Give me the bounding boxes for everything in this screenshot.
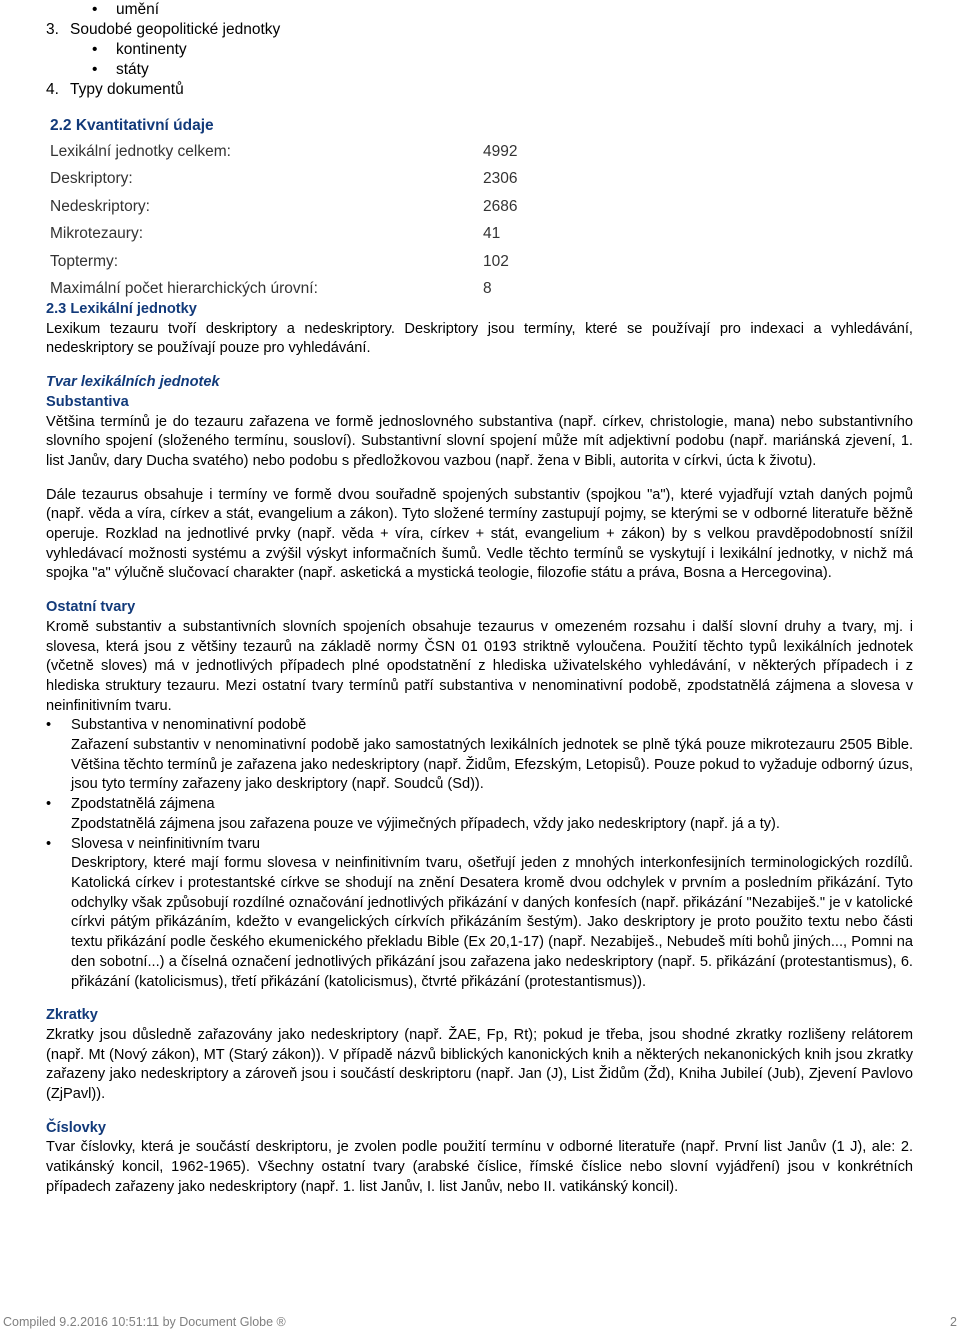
- other-forms-paragraph: Kromě substantiv a substantivních slovních spojeních obsahuje tezaurus v omezeném rozsahu i další slovní druhy a tvary, mj. i slovesa, která jsou z většiny tezaurů na základě normy ČSN 01 0193 striktně vyloučena. Použití těchto typů lexikálních jednotek (včetně sloves) má v jednotlivých případech plné opodstatnění z hlediska uživatelského vyhledávání, v některých případech i z hlediska struktury tezauru. Mezi ostatní tvary termínů patří substantiva v nenominativní podobě, zpodstatnělá zájmena a slovesa v neinfinitivním tvaru.: [46, 618, 913, 714]
- bullet-marker: •: [46, 835, 52, 852]
- outline-item: 4. Typy dokumentů: [46, 81, 184, 98]
- stats-row: [50, 220, 570, 247]
- abbreviations-paragraph: Zkratky jsou důsledně zařazovány jako nedeskriptory (např. ŽAE, Fp, Rt); pokud je třeba, jsou shodné zkratky rozlišeny relátorem (např. Mt (Nový zákon), MT (Starý zákon)). V případě názvů biblických kanonických knih a některých nekanonických knih jsou zkratky zařazeny jako nedeskriptory a zároveň jsou i součástí deskriptoru (např. Jan (J), List Židům (Žd), Kniha Jubileí (Jub), Zjevení Pavlovo (ZjPavl)).: [46, 1026, 913, 1103]
- list-item-head: Slovesa v neinfinitivním tvaru: [71, 835, 260, 852]
- section-heading-lexical: 2.3 Lexikální jednotky: [46, 301, 197, 317]
- list-item-text: Zařazení substantiv v nenominativní podobě jako samostatných lexikálních jednotek se plně týká pouze mikrotezauru 2505 Bible. Většina těchto termínů je zařazena jako nedeskriptory (např. Židům, Efezským, Letopisů). Pouze pokud to vyžaduje odborný úzus, jsou tyto termíny zařazeny jako deskriptory (např. Soudců (Sd)).: [71, 737, 913, 793]
- stats-value: 4992: [483, 143, 518, 160]
- stats-value: 41: [483, 225, 501, 243]
- outline-item: • umění: [92, 1, 160, 18]
- number-marker: 4.: [46, 81, 59, 98]
- stats-row: [50, 138, 570, 165]
- stats-label: Mikrotezaury:: [50, 225, 144, 243]
- stats-label: Lexikální jednotky celkem:: [50, 143, 231, 160]
- subsection-heading-numerals: Číslovky: [46, 1119, 107, 1136]
- other-forms-list: [46, 716, 913, 992]
- outline-list: [46, 0, 546, 100]
- subsection-heading-other-forms: Ostatní tvary: [46, 599, 136, 616]
- subsection-heading-substantiva: Substantiva: [46, 393, 129, 410]
- intro-paragraph: Lexikum tezauru tvoří deskriptory a nedeskriptory. Deskriptory jsou termíny, které se používají pro indexaci a vyhledávání, nedeskriptory se používají pouze pro vyhledávání.: [46, 320, 913, 357]
- list-item-text: Zpodstatnělá zájmena jsou zařazena pouze ve výjimečných případech, vždy jako nedeskriptory (např. já a ty).: [71, 815, 780, 832]
- stats-value: 8: [483, 279, 492, 297]
- stats-row: [50, 165, 570, 192]
- bullet-marker: •: [92, 41, 98, 58]
- outline-item: • kontinenty: [92, 41, 187, 58]
- list-item: [46, 716, 913, 795]
- stats-label: Nedeskriptory:: [50, 197, 150, 215]
- page-number: 2: [950, 1315, 957, 1329]
- stats-value: 2686: [483, 197, 518, 215]
- bullet-marker: •: [46, 796, 52, 813]
- outline-item: 3. Soudobé geopolitické jednotky: [46, 21, 281, 38]
- list-item-head: Zpodstatnělá zájmena: [71, 796, 215, 813]
- substantiva-paragraph-1: Většina termínů je do tezauru zařazena ve formě jednoslovného substantiva (např. církev, christologie, mana) nebo substantivního slovního spojení (složeného termínu, sousloví). Substantivní slovní spojení může mít adjektivní podobu (např. mariánská zjevení, 1. list Janův, dary Ducha svatého) nebo podobu s předložkovou vazbou (např. žena v Bibli, autorita v církvi, úcta k životu).: [46, 413, 913, 469]
- outline-item: • státy: [92, 61, 149, 78]
- stats-row: [50, 193, 570, 220]
- number-marker: 3.: [46, 21, 59, 38]
- section-heading-quantitative: 2.2 Kvantitativní údaje: [50, 117, 214, 134]
- subsection-heading-form: Tvar lexikálních jednotek: [46, 374, 220, 391]
- stats-value: 2306: [483, 170, 518, 188]
- stats-label: Deskriptory:: [50, 170, 133, 188]
- substantiva-paragraph-2: Dále tezaurus obsahuje i termíny ve formě dvou souřadně spojených substantiv (spojkou "a"), které vyjadřují vztah daných pojmů (např. věda a víra, církev a stát, evangelium a zákon). Tyto složené termíny zastupují pojmy, se kterými se v odborné literatuře běžně operuje. Rozklad na jednotlivé prvky (např. věda + víra, církev + stát, evangelium + zákon) by s velkou pravděpodobností snížil vyhledávací možnosti systému a zvýšil výskyt informačních šumů. Vedle těchto termínů se vyskytují i lexikální jednotky, v nichž má spojka "a" výlučně slučovací charakter (např. asketická a mystická teologie, filozofie státu a práva, Bosna a Hercegovina).: [46, 486, 913, 582]
- stats-table: [50, 138, 570, 302]
- stats-row: [50, 248, 570, 275]
- section-lexical-units: [46, 300, 913, 1198]
- footer-compiled-text: Compiled 9.2.2016 10:51:11 by Document Globe ®: [3, 1315, 286, 1329]
- numerals-paragraph: Tvar číslovky, která je součástí deskriptoru, je zvolen podle použití termínu v odborné literatuře (např. První list Janův (1 J), ale: 2. vatikánský koncil, 1962-1965). Všechny ostatní tvary (arabské číslice, římské číslice nebo slovní vyjádření) jsou v konkrétních případech zařazeny jako nedeskriptory (např. 1. list Janův, I. list Janův, nebo II. vatikánský koncil).: [46, 1139, 913, 1195]
- list-item-text: Deskriptory, které mají formu slovesa v neinfinitivním tvaru, ošetřují jeden z mnohých interkonfesijních terminologických rozdílů. Katolická církev i protestantské církve se shodují na znění Desatera kromě dvou odchylek v prvním a posledním přikázání. Tyto odchylky však způsobují rozdílné označování jednotlivých přikázání v daných konfesích (např. přikázání "Nezabiješ." je v katolické církvi pátým přikázáním, kdežto v evangelických církvích přikázáním šestým). Jako deskriptory je proto použito textu nebo části textu přikázání podle českého ekumenického překladu Bible (Ex 20,1-17) (např. Nezabiješ., Nebudeš míti bohů jiných..., Pomni na den sobotní...) a číselná označení jednotlivých přikázání jsou zařazena jako nedeskriptory (např. 5. přikázání (protestantismus), 6. přikázání (katolicismus), třetí přikázání (katolicismus), čtvrté přikázání (protestantismus)).: [71, 855, 913, 990]
- stats-label: Maximální počet hierarchických úrovní:: [50, 279, 318, 297]
- list-item-head: Substantiva v nenominativní podobě: [71, 717, 307, 734]
- bullet-marker: •: [92, 1, 98, 18]
- stats-label: Toptermy:: [50, 252, 119, 270]
- list-item: [46, 835, 913, 993]
- bullet-marker: •: [46, 717, 52, 734]
- subsection-heading-abbreviations: Zkratky: [46, 1007, 98, 1024]
- page-footer: [3, 1313, 957, 1331]
- stats-row: [50, 275, 570, 302]
- stats-value: 102: [483, 252, 509, 270]
- bullet-marker: •: [92, 61, 98, 78]
- list-item: [46, 795, 913, 834]
